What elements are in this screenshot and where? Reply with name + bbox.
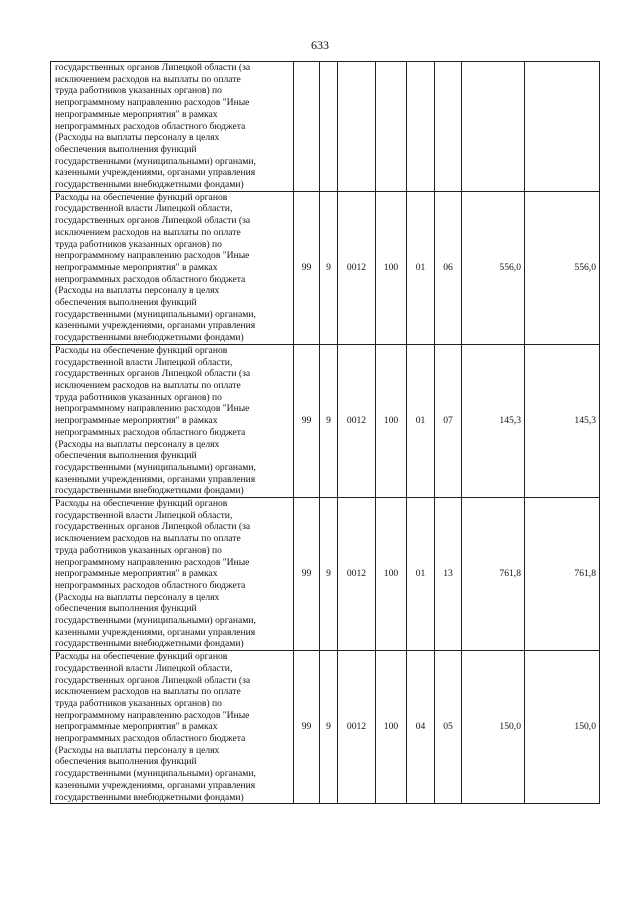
table-row	[51, 498, 600, 651]
expense-type-code: 100	[376, 651, 407, 804]
subsection-code: 05	[435, 651, 462, 804]
budget-table	[50, 61, 600, 804]
subsection-code	[435, 62, 462, 192]
amount-2: 556,0	[525, 191, 600, 344]
section-code	[407, 62, 435, 192]
direction-code: 0012	[338, 651, 376, 804]
table-row	[51, 344, 600, 497]
amount-2: 761,8	[525, 498, 600, 651]
table-row	[51, 191, 600, 344]
page-number: 633	[311, 38, 329, 52]
program-code: 99	[294, 498, 320, 651]
amount-2	[525, 62, 600, 192]
row-description: Расходы на обеспечение функций органов государственной власти Липецкой области, государственных органов Липецкой области (за исключением расходов на выплаты по оплате труда работников указанных органов) по непрограммному направлению расходов "Иные непрограммные мероприятия" в рамках непрограммных расходов областного бюджета (Расходы на выплаты персоналу в целях обеспечения выполнения функций государственными (муниципальными) органами, казенными учреждениями, органами управления государственными внебюджетными фондами)	[51, 344, 294, 497]
row-description: государственных органов Липецкой области (за исключением расходов на выплаты по оплате труда работников указанных органов) по непрограммному направлению расходов "Иные непрограммные мероприятия" в рамках непрограммных расходов областного бюджета (Расходы на выплаты персоналу в целях обеспечения выполнения функций государственными (муниципальными) органами, казенными учреждениями, органами управления государственными внебюджетными фондами)	[51, 62, 294, 192]
program-code: 99	[294, 344, 320, 497]
amount-1: 556,0	[462, 191, 525, 344]
subsection-code: 07	[435, 344, 462, 497]
amount-2: 150,0	[525, 651, 600, 804]
subsection-code: 13	[435, 498, 462, 651]
amount-1	[462, 62, 525, 192]
sub-code: 9	[320, 498, 338, 651]
amount-2: 145,3	[525, 344, 600, 497]
program-code: 99	[294, 191, 320, 344]
sub-code: 9	[320, 191, 338, 344]
expense-type-code: 100	[376, 344, 407, 497]
table-row	[51, 62, 600, 192]
expense-type-code: 100	[376, 191, 407, 344]
section-code: 01	[407, 498, 435, 651]
amount-1: 761,8	[462, 498, 525, 651]
program-code	[294, 62, 320, 192]
subsection-code: 06	[435, 191, 462, 344]
row-description: Расходы на обеспечение функций органов государственной власти Липецкой области, государственных органов Липецкой области (за исключением расходов на выплаты по оплате труда работников указанных органов) по непрограммному направлению расходов "Иные непрограммные мероприятия" в рамках непрограммных расходов областного бюджета (Расходы на выплаты персоналу в целях обеспечения выполнения функций государственными (муниципальными) органами, казенными учреждениями, органами управления государственными внебюджетными фондами)	[51, 651, 294, 804]
section-code: 01	[407, 344, 435, 497]
table-row	[51, 651, 600, 804]
section-code: 01	[407, 191, 435, 344]
program-code: 99	[294, 651, 320, 804]
section-code: 04	[407, 651, 435, 804]
amount-1: 145,3	[462, 344, 525, 497]
expense-type-code	[376, 62, 407, 192]
direction-code	[338, 62, 376, 192]
sub-code: 9	[320, 344, 338, 497]
sub-code	[320, 62, 338, 192]
amount-1: 150,0	[462, 651, 525, 804]
direction-code: 0012	[338, 344, 376, 497]
sub-code: 9	[320, 651, 338, 804]
direction-code: 0012	[338, 498, 376, 651]
row-description: Расходы на обеспечение функций органов государственной власти Липецкой области, государственных органов Липецкой области (за исключением расходов на выплаты по оплате труда работников указанных органов) по непрограммному направлению расходов "Иные непрограммные мероприятия" в рамках непрограммных расходов областного бюджета (Расходы на выплаты персоналу в целях обеспечения выполнения функций государственными (муниципальными) органами, казенными учреждениями, органами управления государственными внебюджетными фондами)	[51, 498, 294, 651]
expense-type-code: 100	[376, 498, 407, 651]
direction-code: 0012	[338, 191, 376, 344]
row-description: Расходы на обеспечение функций органов государственной власти Липецкой области, государственных органов Липецкой области (за исключением расходов на выплаты по оплате труда работников указанных органов) по непрограммному направлению расходов "Иные непрограммные мероприятия" в рамках непрограммных расходов областного бюджета (Расходы на выплаты персоналу в целях обеспечения выполнения функций государственными (муниципальными) органами, казенными учреждениями, органами управления государственными внебюджетными фондами)	[51, 191, 294, 344]
